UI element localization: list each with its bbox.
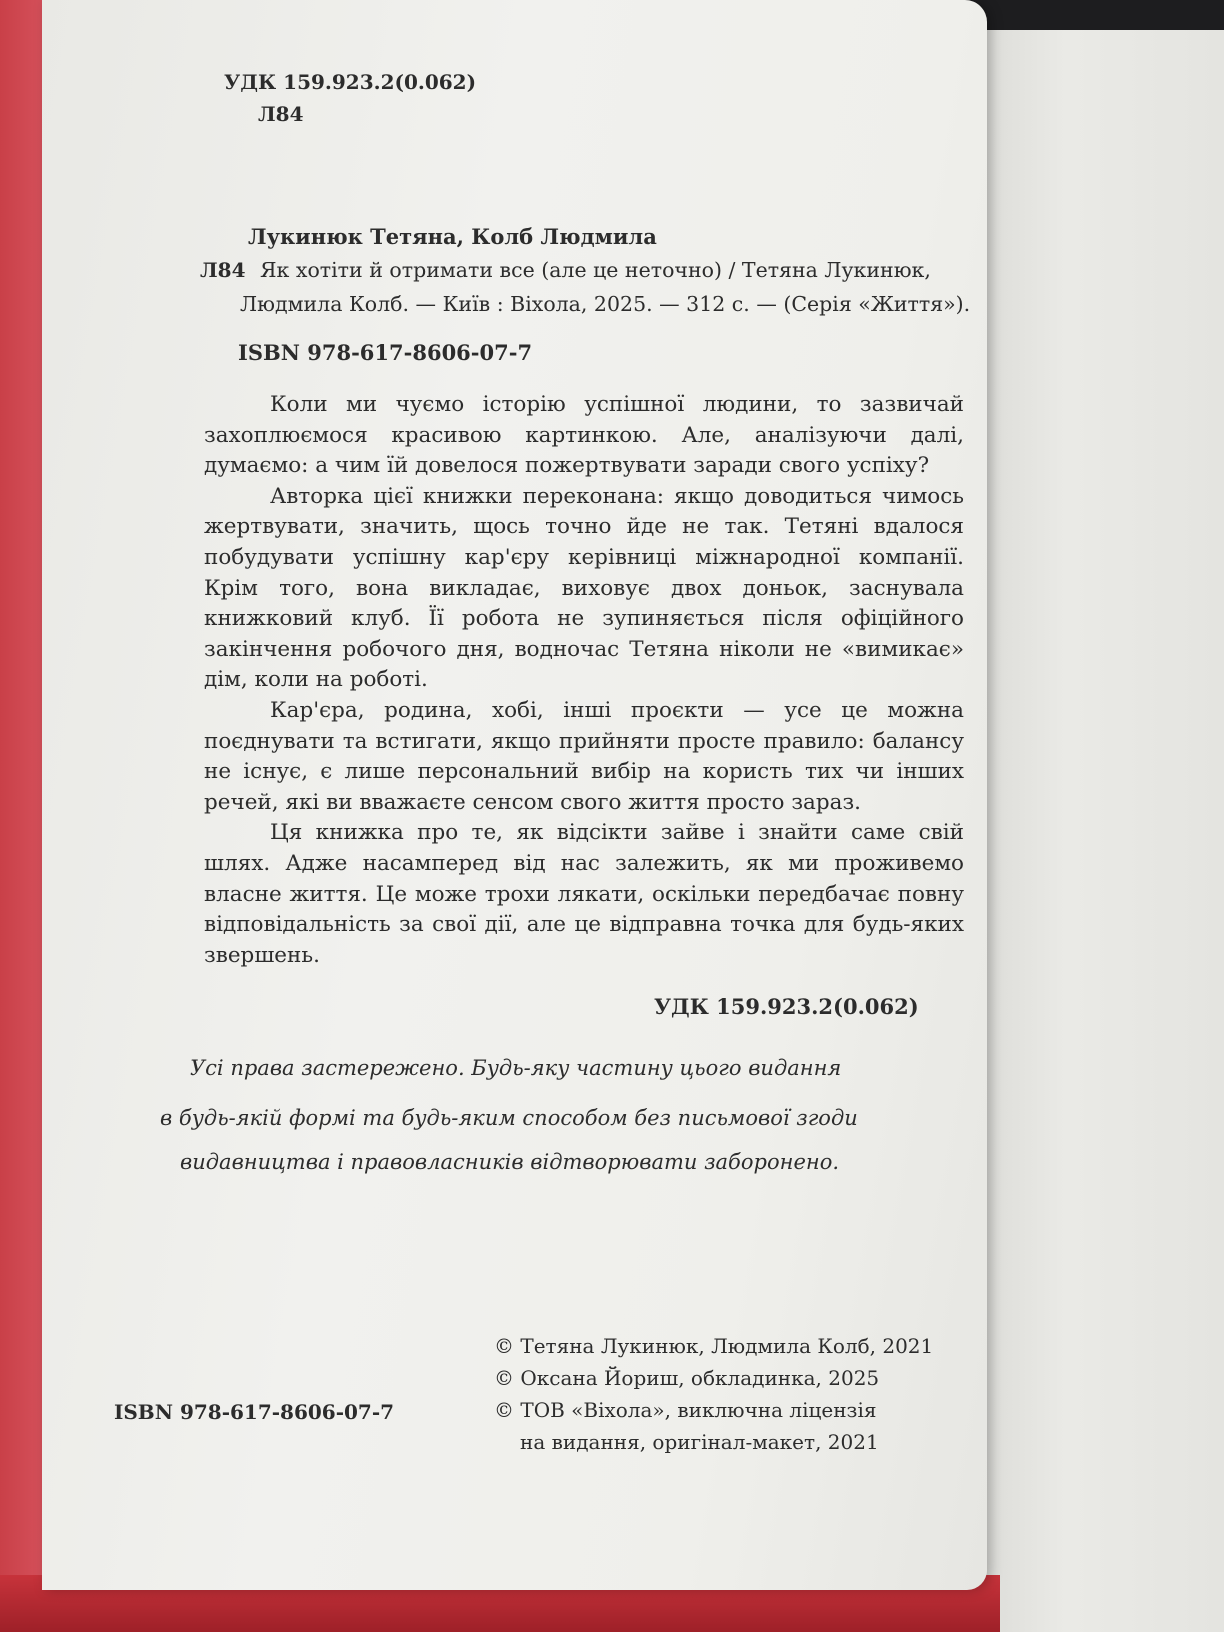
rights-line-2: в будь-якій формі та будь-яким способом без письмової згоди — [160, 1106, 858, 1130]
copyright-page — [42, 0, 987, 1590]
udk-code-bottom: УДК 159.923.2(0.062) — [654, 994, 919, 1019]
annotation-paragraph: Кар'єра, родина, хобі, інші проєкти — усе це можна поєднувати та встигати, якщо прийняти просте правило: балансу не існує, є лише персональний вибір на користь тих чи інших речей, які ви вважаєте сенсом свого життя просто зараз. — [204, 697, 964, 815]
facing-page — [960, 30, 1224, 1632]
isbn-main: ISBN 978-617-8606-07-7 — [238, 340, 533, 365]
annotation-text — [204, 390, 964, 971]
udk-code-top: УДК 159.923.2(0.062) — [224, 70, 477, 94]
copyright-line: на видання, оригінал-макет, 2021 — [520, 1430, 879, 1454]
copyright-line: © Оксана Йориш, обкладинка, 2025 — [494, 1366, 880, 1390]
authors-heading: Лукинюк Тетяна, Колб Людмила — [248, 224, 657, 249]
annotation-paragraph: Авторка цієї книжки переконана: якщо доводиться чимось жертвувати, значить, щось точно йде не так. Тетяні вдалося побудувати успішну кар'єру керівниці міжнародної компанії. Крім того, вона викладає, виховує двох доньок, заснувала книжковий клуб. Її робота не зупиняється після офіційного закінчення робочого дня, водночас Тетяна ніколи не «вимикає» дім, коли на роботі. — [204, 483, 964, 693]
copyright-line: © Тетяна Лукинюк, Людмила Колб, 2021 — [494, 1334, 934, 1358]
biblio-line-2: Людмила Колб. — Київ : Віхола, 2025. — 312 с. — (Серія «Життя»). — [240, 292, 971, 316]
copyright-line: © ТОВ «Віхола», виключна ліцензія — [494, 1398, 877, 1422]
annotation-paragraph: Коли ми чуємо історію успішної людини, то зазвичай захоплюємося красивою картинкою. Але, аналізуючи далі, думаємо: а чим їй довелося пожертвувати заради свого успіху? — [204, 392, 964, 479]
rights-line-1: Усі права застережено. Будь-яку частину цього видання — [190, 1056, 842, 1080]
biblio-code: Л84 — [200, 258, 246, 282]
library-code-top: Л84 — [258, 102, 304, 126]
isbn-bottom: ISBN 978-617-8606-07-7 — [114, 1400, 395, 1424]
biblio-line-1: Як хотіти й отримати все (але це неточно) / Тетяна Лукинюк, — [260, 258, 931, 282]
rights-line-3: видавництва і правовласників відтворювати заборонено. — [180, 1150, 840, 1174]
annotation-paragraph: Ця книжка про те, як відсікти зайве і знайти саме свій шлях. Адже насамперед від нас залежить, як ми проживемо власне життя. Це може трохи лякати, оскільки передбачає повну відповідальність за свої дії, але це відправна точка для будь-яких звершень. — [204, 820, 964, 968]
